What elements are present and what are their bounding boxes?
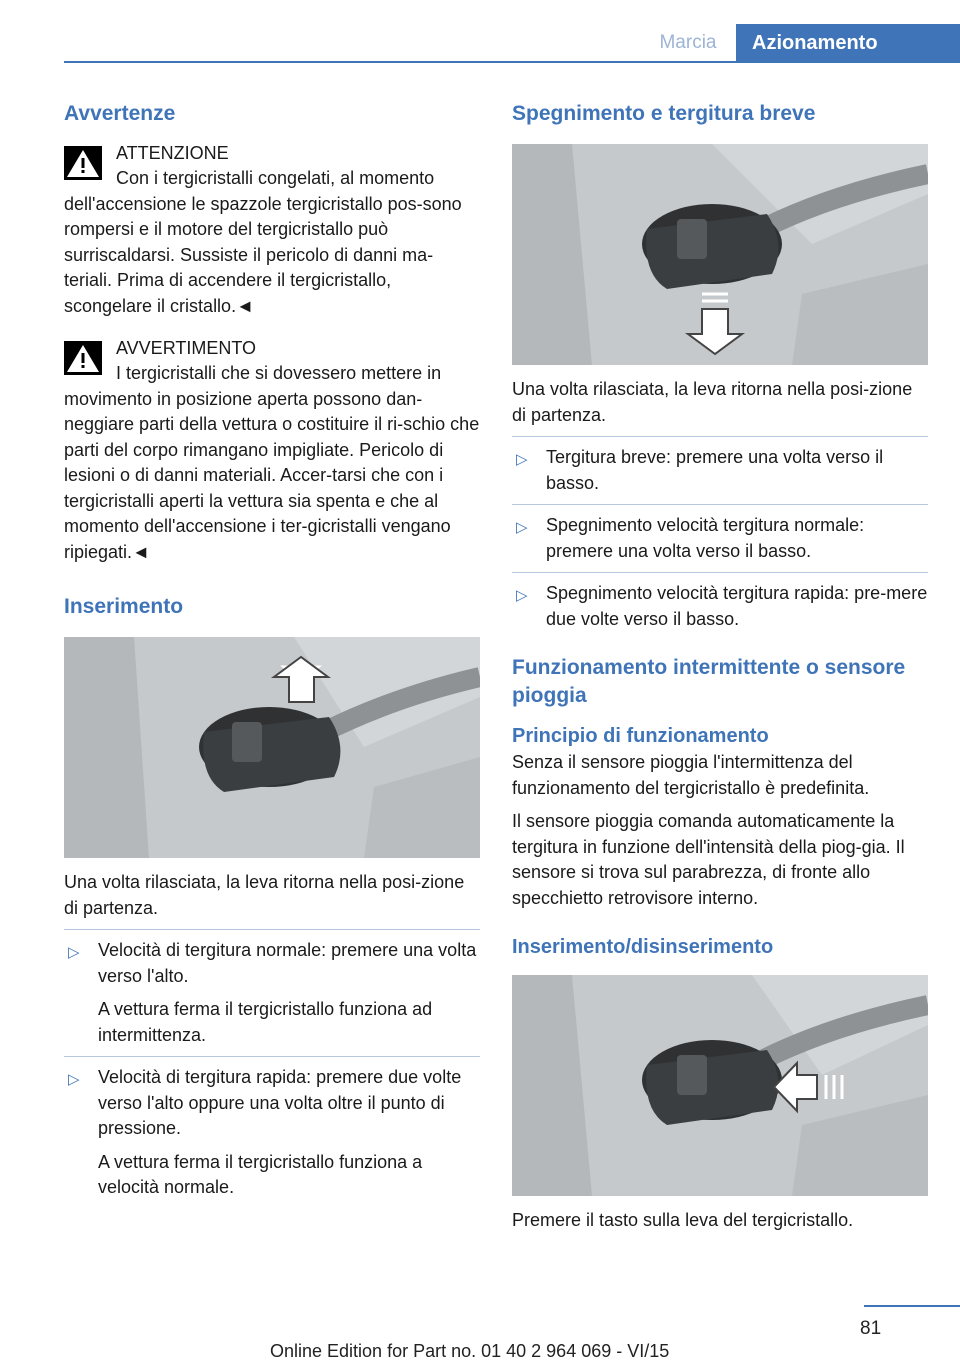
figure-caption: Una volta rilasciata, la leva ritorna nella posi-zione di partenza.: [64, 872, 465, 918]
triangle-bullet-icon: ▷: [68, 1071, 80, 1088]
warning-block-attenzione: [64, 140, 480, 319]
right-column: [512, 100, 928, 1234]
warning-text: Con i tergicristalli congelati, al momento dell'accensione le spazzole tergicristallo pos-sono rompersi e il motore del tergicristallo può surriscaldarsi. Sussiste il pericolo di danni ma-teriali. Prima di accendere il tergicristallo, scongelare il cristallo.◄: [64, 168, 462, 316]
list-item: [512, 504, 928, 572]
avvertenze-heading: Avvertenze: [64, 102, 176, 125]
footer-divider: [864, 1305, 960, 1307]
header-divider: [64, 61, 960, 63]
triangle-bullet-icon: ▷: [516, 587, 528, 604]
list-item: [64, 1056, 480, 1209]
triangle-bullet-icon: ▷: [516, 519, 528, 536]
insdis-heading: Inserimento/disinserimento: [512, 936, 774, 958]
spegnimento-heading: Spegnimento e tergitura breve: [512, 102, 816, 125]
footer-edition: Online Edition for Part no. 01 40 2 964 069 - VI/15: [270, 1341, 670, 1361]
triangle-bullet-icon: ▷: [516, 451, 528, 468]
warning-heading: AVVERTIMENTO: [116, 338, 257, 358]
figure-lever-up: [64, 637, 480, 858]
figure-caption: Una volta rilasciata, la leva ritorna nella posi-zione di partenza.: [512, 379, 913, 425]
warning-block-avvertimento: [64, 335, 480, 565]
bullet-list: [512, 436, 928, 640]
left-column: [64, 100, 480, 1209]
figure-caption: Premere il tasto sulla leva del tergicristallo.: [512, 1210, 854, 1230]
figure-lever-down: [512, 144, 928, 365]
list-item: [64, 929, 480, 1056]
warning-text: I tergicristalli che si dovessero mettere in movimento in posizione aperta possono dan-neggiare parti della vettura o costituire il ri-schio che parti del corpo rimangano impigliate. Pericolo di lesioni o di danni materiali. Accer-tarsi che con i tergicristalli aperti la vettura sia spenta e che al momento dell'accensione i ter-gicristalli vengano ripiegati.◄: [64, 363, 480, 562]
warning-triangle-icon: [64, 341, 102, 375]
list-item-text: Tergitura breve: premere una volta verso il basso.: [546, 447, 884, 493]
page-number: 81: [860, 1318, 882, 1339]
list-item-text: Velocità di tergitura normale: premere una volta verso l'alto.: [98, 940, 477, 986]
list-item-text: Spegnimento velocità tergitura normale: premere una volta verso il basso.: [546, 515, 865, 561]
triangle-bullet-icon: ▷: [68, 944, 80, 961]
header-tab-azionamento[interactable]: Azionamento: [736, 24, 960, 62]
principio-paragraph-2: Il sensore pioggia comanda automaticamente la tergitura in funzione dell'intensità della piog-gia. Il sensore si trova sul parabrezza, di fronte allo specchietto retrovisore interno.: [512, 811, 905, 908]
warning-triangle-icon: [64, 146, 102, 180]
list-item-text: Spegnimento velocità tergitura rapida: pre-mere due volte verso il basso.: [546, 583, 928, 629]
list-item: [512, 572, 928, 640]
list-item: [512, 436, 928, 504]
funzionamento-heading: Funzionamento intermittente o sensore pioggia: [512, 656, 906, 707]
header-tab-marcia[interactable]: Marcia: [659, 32, 717, 53]
list-item-subtext: A vettura ferma il tergicristallo funziona ad intermittenza.: [98, 999, 433, 1045]
principio-paragraph-1: Senza il sensore pioggia l'intermittenza del funzionamento del tergicristallo è predefinita.: [512, 752, 870, 798]
bullet-list: [64, 929, 480, 1209]
inserimento-heading: Inserimento: [64, 595, 184, 618]
principio-heading: Principio di funzionamento: [512, 725, 769, 747]
list-item-text: Velocità di tergitura rapida: premere due volte verso l'alto oppure una volta oltre il punto di pressione.: [98, 1067, 462, 1138]
warning-heading: ATTENZIONE: [116, 143, 229, 163]
list-item-subtext: A vettura ferma il tergicristallo funziona a velocità normale.: [98, 1151, 423, 1197]
figure-button-press: [512, 975, 928, 1196]
